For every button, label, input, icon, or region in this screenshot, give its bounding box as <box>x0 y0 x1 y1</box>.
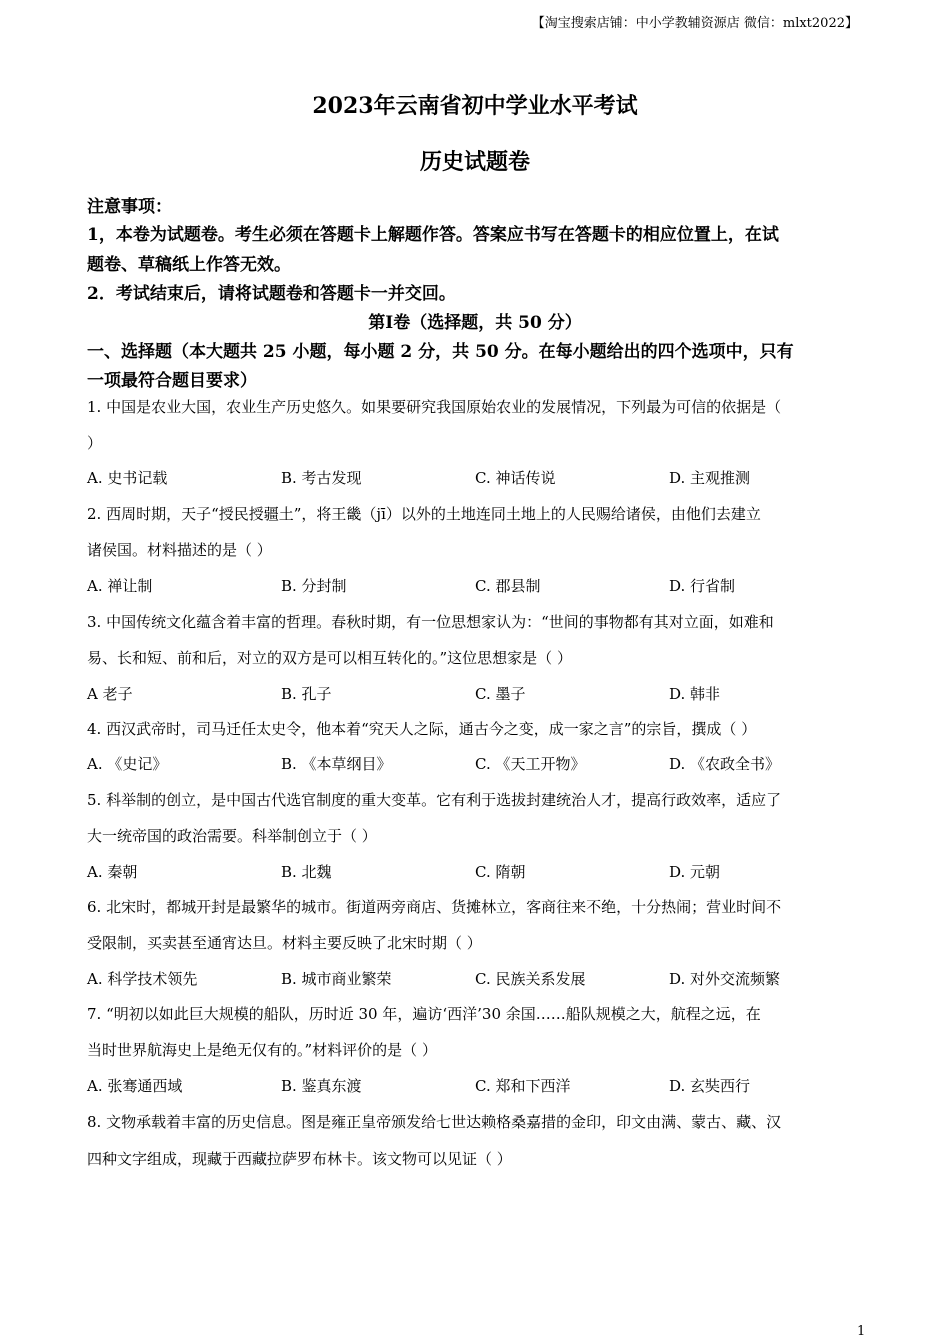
notice-item-1-cont: 题卷、草稿纸上作答无效。 <box>87 255 291 275</box>
question-6-option-d: D. 对外交流频繁 <box>669 970 781 988</box>
question-7-option-d: D. 玄奘西行 <box>669 1077 751 1095</box>
exam-subtitle: 历史试题卷 <box>419 149 530 175</box>
question-4-option-b: B. 《本草纲目》 <box>281 755 392 773</box>
page-number: 1 <box>857 1324 866 1339</box>
question-7-line-2: 当时世界航海史上是绝无仅有的。”材料评价的是（ ） <box>87 1041 437 1059</box>
notice-item-2: 2．考试结束后，请将试题卷和答题卡一并交回。 <box>87 284 456 304</box>
question-4-option-d: D. 《农政全书》 <box>669 755 781 773</box>
question-2-option-d: D. 行省制 <box>669 577 736 595</box>
question-4-option-c: C. 《天工开物》 <box>475 755 586 773</box>
question-6-option-a: A. 科学技术领先 <box>87 970 198 988</box>
question-7-option-c: C. 郑和下西洋 <box>475 1077 571 1095</box>
question-3-option-b: B. 孔子 <box>281 685 332 703</box>
question-5-line-1: 5. 科举制的创立，是中国古代选官制度的重大变革。它有利于选拔封建统治人才，提高行政效率，适应了 <box>87 791 782 809</box>
notice-item-1: 1，本卷为试题卷。考生必须在答题卡上解题作答。答案应书写在答题卡的相应位置上，在试 <box>87 225 779 245</box>
question-5-option-a: A. 秦朝 <box>87 863 138 881</box>
section-heading: 一、选择题（本大题共 25 小题，每小题 2 分，共 50 分。在每小题给出的四个选项中，只有 <box>87 342 794 362</box>
question-6-line-2: 受限制，买卖甚至通宵达旦。材料主要反映了北宋时期（ ） <box>87 934 482 952</box>
question-5-option-d: D. 元朝 <box>669 863 721 881</box>
question-6-option-b: B. 城市商业繁荣 <box>281 970 392 988</box>
question-2-option-a: A. 禅让制 <box>87 577 153 595</box>
part-heading: 第Ⅰ卷（选择题，共 50 分） <box>368 313 582 333</box>
question-1-line-1: 1. 中国是农业大国，农业生产历史悠久。如果要研究我国原始农业的发展情况，下列最为可信的依据是（ <box>87 398 782 416</box>
question-1-option-b: B. 考古发现 <box>281 469 362 487</box>
question-1-option-a: A. 史书记载 <box>87 469 168 487</box>
question-2-option-c: C. 郡县制 <box>475 577 541 595</box>
question-3-option-d: D. 韩非 <box>669 685 721 703</box>
section-heading-cont: 一项最符合题目要求） <box>87 371 257 391</box>
question-3-line-2: 易、长和短、前和后，对立的双方是可以相互转化的。”这位思想家是（ ） <box>87 649 572 667</box>
header-note: 【淘宝搜索店铺：中小学教辅资源店 微信：mlxt2022】 <box>531 16 858 31</box>
question-4-option-a: A. 《史记》 <box>87 755 168 773</box>
question-3-option-a: A 老子 <box>87 685 133 703</box>
question-3-option-c: C. 墨子 <box>475 685 526 703</box>
question-1-option-c: C. 神话传说 <box>475 469 556 487</box>
question-6-line-1: 6. 北宋时，都城开封是最繁华的城市。街道两旁商店、货摊林立，客商往来不绝，十分热闹；营业时间不 <box>87 898 782 916</box>
question-6-option-c: C. 民族关系发展 <box>475 970 586 988</box>
question-1-option-d: D. 主观推测 <box>669 469 751 487</box>
question-5-option-c: C. 隋朝 <box>475 863 526 881</box>
question-7-option-a: A. 张骞通西域 <box>87 1077 183 1095</box>
question-5-option-b: B. 北魏 <box>281 863 332 881</box>
question-3-line-1: 3. 中国传统文化蕴含着丰富的哲理。春秋时期，有一位思想家认为：“世间的事物都有其对立面，如难和 <box>87 613 774 631</box>
notice-heading: 注意事项： <box>87 197 172 217</box>
question-4-line-1: 4. 西汉武帝时，司马迁任太史令，他本着“究天人之际，通古今之变，成一家之言”的宗旨，撰成（ ） <box>87 720 757 738</box>
question-7-line-1: 7. “明初以如此巨大规模的船队，历时近 30 年，遍访‘西洋’30 余国……船队规模之大，航程之远，在 <box>87 1005 761 1023</box>
question-8-line-1: 8. 文物承载着丰富的历史信息。图是雍正皇帝颁发给七世达赖格桑嘉措的金印，印文由满、蒙古、藏、汉 <box>87 1113 782 1131</box>
question-2-line-1: 2. 西周时期，天子“授民授疆土”，将王畿（jī）以外的土地连同土地上的人民赐给诸侯，由他们去建立 <box>87 505 761 523</box>
question-5-line-2: 大一统帝国的政治需要。科举制创立于（ ） <box>87 827 377 845</box>
exam-title: 2023年云南省初中学业水平考试 <box>312 93 638 119</box>
question-8-line-2: 四种文字组成，现藏于西藏拉萨罗布林卡。该文物可以见证（ ） <box>87 1150 512 1168</box>
question-7-option-b: B. 鉴真东渡 <box>281 1077 362 1095</box>
question-2-line-2: 诸侯国。材料描述的是（ ） <box>87 541 272 559</box>
question-1-line-2: ） <box>87 434 103 452</box>
question-2-option-b: B. 分封制 <box>281 577 347 595</box>
